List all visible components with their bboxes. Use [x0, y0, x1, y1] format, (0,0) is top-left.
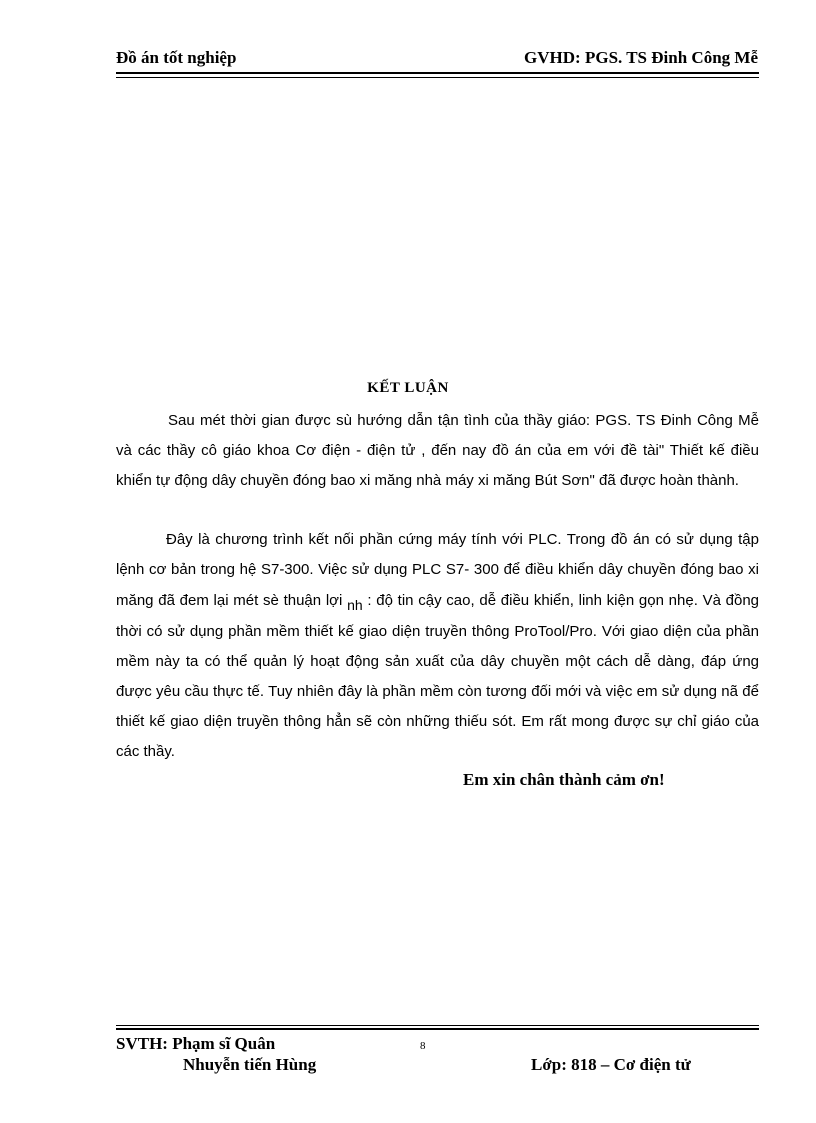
paragraph-intro: Sau mét thời gian được sù hướng dẫn tận tình của thầy giáo: PGS. TS Đinh Công Mễ và các thầy cô giáo khoa Cơ điện - điện tử , đến nay đồ án của em với đề tài" Thiết kế điều khiển tự động dây chuyền đóng bao xi măng nhà máy xi măng Bút Sơn" đã được hoàn thành. [116, 412, 759, 490]
paragraph-body-part2: : độ tin cậy cao, dễ điều khiển, linh kiện gọn nhẹ. Và đồng thời có sử dụng phần mềm thiết kế giao diện truyền thông ProTool/Pro. Với giao diện của phần mềm này ta có thể quản lý hoạt động sản xuất của dây chuyền một cách dễ dàng, đáp ứng được yêu cầu thực tế. Tuy nhiên đây là phần mềm còn tương đối mới và việc em sử dụng nã để thiết kế giao diện truyền thông hẳn sẽ còn những thiếu sót. Em rất mong được sự chỉ giáo của các thầy. [116, 592, 760, 761]
paragraph-body-part1: Đây là chương trình kết nối phần cứng máy tính với PLC. Trong đồ án có sử dụng tập lệnh cơ bản trong hệ S7-300. Việc sử dụng PLC S7- 300 để điều khiển dây chuyền đóng bao xi măng đã đem lại mét sè thuận lợi [116, 531, 759, 610]
footer-student-2: Nhuyễn tiến Hùng [183, 1055, 317, 1074]
closing-thanks: Em xin chân thành cảm ơn! [463, 770, 665, 789]
header-rule-thin [116, 77, 759, 78]
footer-rule-thin [116, 1025, 759, 1026]
header-rule-thick [116, 72, 759, 74]
header-advisor: GVHD: PGS. TS Đinh Công Mễ [524, 48, 758, 67]
section-title: KẾT LUẬN [367, 380, 449, 396]
footer-class: Lớp: 818 – Cơ điện tử [531, 1055, 691, 1074]
header-document-type: Đồ án tốt nghiệp [116, 48, 237, 67]
paragraph-body-subscript: nh [347, 597, 363, 614]
footer-rule-thick [116, 1028, 759, 1030]
footer-page-number: 8 [420, 1040, 426, 1052]
footer-student-1: SVTH: Phạm sĩ Quân [116, 1034, 276, 1053]
paragraph-body [116, 525, 759, 768]
